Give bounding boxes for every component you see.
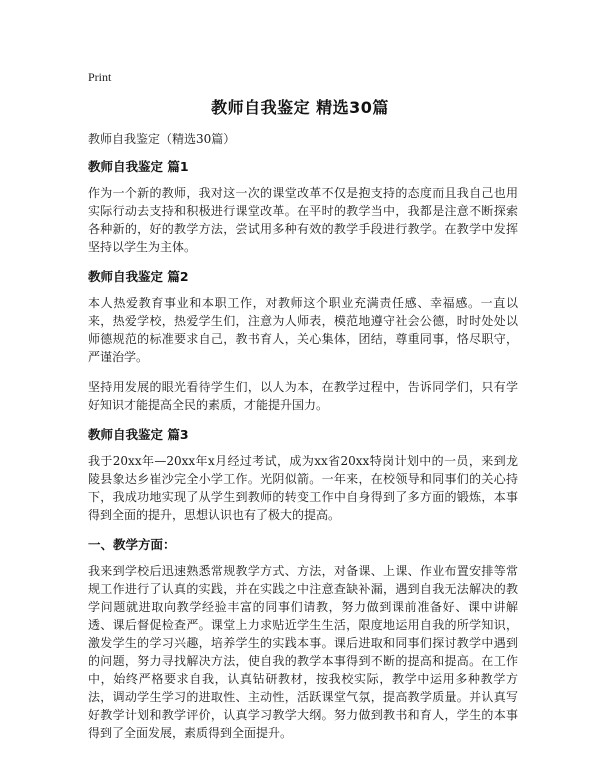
section-heading-1: 教师自我鉴定 篇1 <box>88 159 189 174</box>
print-link[interactable]: Print <box>88 70 112 84</box>
section-heading-teaching: 一、教学方面： <box>88 537 176 552</box>
section-heading-3: 教师自我鉴定 篇3 <box>88 427 189 442</box>
document-title: 教师自我鉴定 精选30篇 <box>211 98 389 117</box>
section-1-paragraph-1: 作为一个新的教师，我对这一次的课堂改革不仅是抱支持的态度而且我自己也用实际行动去支持和积极进行课堂改革。在平时的教学当中，我都是注意不断探索各种新的，好的教学方法，尝试用多种有效的教学手段进行教学。在教学中发挥坚持以学生为主体。 <box>88 186 518 254</box>
document-subtitle: 教师自我鉴定（精选30篇） <box>88 132 236 146</box>
section-2-paragraph-1: 本人热爱教育事业和本职工作，对教师这个职业充满责任感、幸福感。一直以来，热爱学校，热爱学生们，注意为人师表，模范地遵守社会公德，时时处处以师德规范的标准要求自己，教书育人，关心集体，团结，尊重同事，恪尽职守，严谨治学。 <box>88 296 518 364</box>
document-body <box>88 130 518 754</box>
section-heading-2: 教师自我鉴定 篇2 <box>88 269 189 284</box>
section-teaching-paragraph-1: 我来到学校后迅速熟悉常规教学方式、方法，对备课、上课、作业布置安排等常规工作进行了认真的实践，并在实践之中注意查缺补漏，遇到自我无法解决的教学问题就进取向教学经验丰富的同事们请教，努力做到课前准备好、课中讲解透、课后督促检查严。课堂上力求贴近学生生活，限度地运用自我的所学知识，激发学生的学习兴趣，培养学生的实践本事。课后进取和同事们探讨教学中遇到的问题，努力寻找解决方法，使自我的教学本事得到不断的提高和提高。在工作中，始终严格要求自我，认真钻研教材，按我校实际，教学中运用多种教学方法，调动学生学习的进取性、主动性，活跃课堂气氛，提高教学质量。并认真写好教学计划和教学评价，认真学习教学大纲。努力做到教书和育人，学生的本事得到了全面发展，素质得到全面提升。 <box>88 564 518 740</box>
section-2-paragraph-2: 坚持用发展的眼光看待学生们，以人为本，在教学过程中，告诉同学们，只有学好知识才能提高全民的素质，才能提升国力。 <box>88 380 518 412</box>
section-3-paragraph-1: 我于20xx年—20xx年x月经过考试，成为xx省20xx特岗计划中的一员，来到龙陵县象达乡崔沙完全小学工作。光阴似箭。一年来，在校领导和同事们的关心持下，我成功地实现了从学生到教师的转变工作中自身得到了多方面的锻炼，本事得到全面的提升，思想认识也有了极大的提高。 <box>88 454 518 522</box>
